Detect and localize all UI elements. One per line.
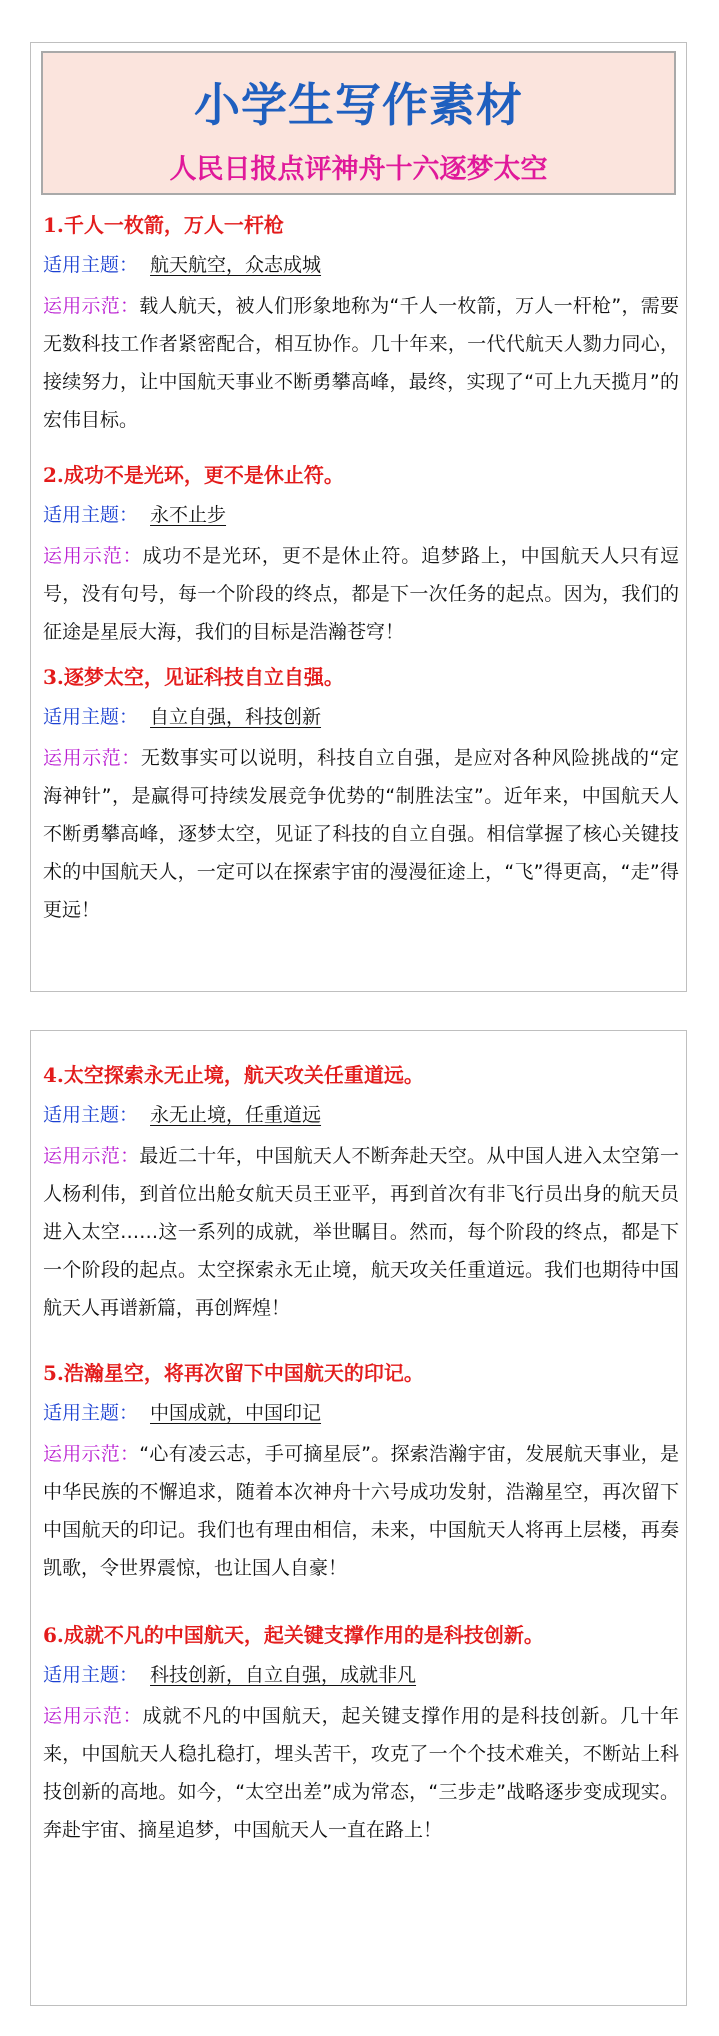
example-text: “心有凌云志，手可摘星辰”。探索浩瀚宇宙，发展航天事业，是中华民族的不懈追求，随着本次神舟十六号成功发射，浩瀚星空，再次留下中国航天的印记。我们也有理由相信，未来，中国航天人将再上层楼，再奏凯歌，令世界震惊，也让国人自豪！ [43, 1443, 679, 1579]
example-paragraph [43, 287, 679, 439]
theme-label: 适用主题： [43, 504, 139, 526]
page-subtitle: 人民日报点评神舟十六逐梦太空 [169, 154, 548, 185]
theme-label: 适用主题： [43, 1664, 139, 1686]
theme-value: 科技创新，自立自强，成就非凡 [150, 1664, 417, 1686]
section-title: 3.逐梦太空，见证科技自立自强。 [43, 665, 344, 689]
section-title: 5.浩瀚星空，将再次留下中国航天的印记。 [43, 1361, 424, 1385]
theme-line [43, 249, 679, 281]
theme-value: 永不止步 [150, 504, 227, 526]
example-paragraph [43, 1697, 679, 1849]
example-label: 运用示范： [43, 545, 143, 567]
example-text: 无数事实可以说明，科技自立自强，是应对各种风险挑战的“定海神针”，是赢得可持续发展竞争优势的“制胜法宝”。近年来，中国航天人不断勇攀高峰，逐梦太空，见证了科技的自立自强。相信掌握了核心关键技术的中国航天人，一定可以在探索宇宙的漫漫征途上，“飞”得更高，“走”得更远！ [43, 747, 679, 921]
page-title: 小学生写作素材 [194, 78, 523, 132]
theme-line [43, 701, 679, 733]
example-label: 运用示范： [43, 1145, 140, 1167]
section-title: 2.成功不是光环，更不是休止符。 [43, 463, 344, 487]
example-text: 载人航天，被人们形象地称为“千人一枚箭，万人一杆枪”，需要无数科技工作者紧密配合，相互协作。几十年来，一代代航天人勠力同心，接续努力，让中国航天事业不断勇攀高峰，最终，实现了“可上九天揽月”的宏伟目标。 [43, 295, 679, 431]
example-paragraph [43, 739, 679, 929]
card-2 [30, 1030, 687, 2006]
section-1 [43, 209, 679, 439]
example-label: 运用示范： [43, 747, 141, 769]
theme-line [43, 1099, 679, 1131]
theme-line [43, 499, 679, 531]
example-paragraph [43, 1137, 679, 1327]
section-4 [43, 1059, 679, 1327]
example-text: 成功不是光环，更不是休止符。追梦路上，中国航天人只有逗号，没有句号，每一个阶段的终点，都是下一次任务的起点。因为，我们的征途是星辰大海，我们的目标是浩瀚苍穹！ [43, 545, 679, 643]
theme-value: 自立自强，科技创新 [150, 706, 322, 728]
card-1 [30, 42, 687, 992]
theme-line [43, 1397, 679, 1429]
example-label: 运用示范： [43, 1705, 143, 1727]
section-title: 4.太空探索永无止境，航天攻关任重道远。 [43, 1063, 424, 1087]
section-title: 1.千人一枚箭，万人一杆枪 [43, 213, 284, 237]
theme-value: 永无止境，任重道远 [150, 1104, 322, 1126]
theme-value: 中国成就，中国印记 [150, 1402, 322, 1424]
section-2 [43, 459, 679, 651]
theme-value: 航天航空，众志成城 [150, 254, 322, 276]
theme-label: 适用主题： [43, 706, 139, 728]
section-3 [43, 661, 679, 929]
example-paragraph [43, 1435, 679, 1587]
header-banner [41, 51, 676, 195]
theme-label: 适用主题： [43, 254, 139, 276]
section-6 [43, 1619, 679, 1849]
section-title: 6.成就不凡的中国航天，起关键支撑作用的是科技创新。 [43, 1623, 544, 1647]
theme-line [43, 1659, 679, 1691]
theme-label: 适用主题： [43, 1402, 139, 1424]
example-text: 成就不凡的中国航天，起关键支撑作用的是科技创新。几十年来，中国航天人稳扎稳打，埋头苦干，攻克了一个个技术难关，不断站上科技创新的高地。如今，“太空出差”成为常态，“三步走”战略逐步变成现实。奔赴宇宙、摘星追梦，中国航天人一直在路上！ [43, 1705, 679, 1841]
theme-label: 适用主题： [43, 1104, 139, 1126]
example-paragraph [43, 537, 679, 651]
example-label: 运用示范： [43, 295, 140, 317]
section-5 [43, 1357, 679, 1587]
example-label: 运用示范： [43, 1443, 140, 1465]
example-text: 最近二十年，中国航天人不断奔赴天空。从中国人进入太空第一人杨利伟，到首位出舱女航天员王亚平，再到首次有非飞行员出身的航天员进入太空……这一系列的成就，举世瞩目。然而，每个阶段的终点，都是下一个阶段的起点。太空探索永无止境，航天攻关任重道远。我们也期待中国航天人再谱新篇，再创辉煌！ [43, 1145, 679, 1319]
